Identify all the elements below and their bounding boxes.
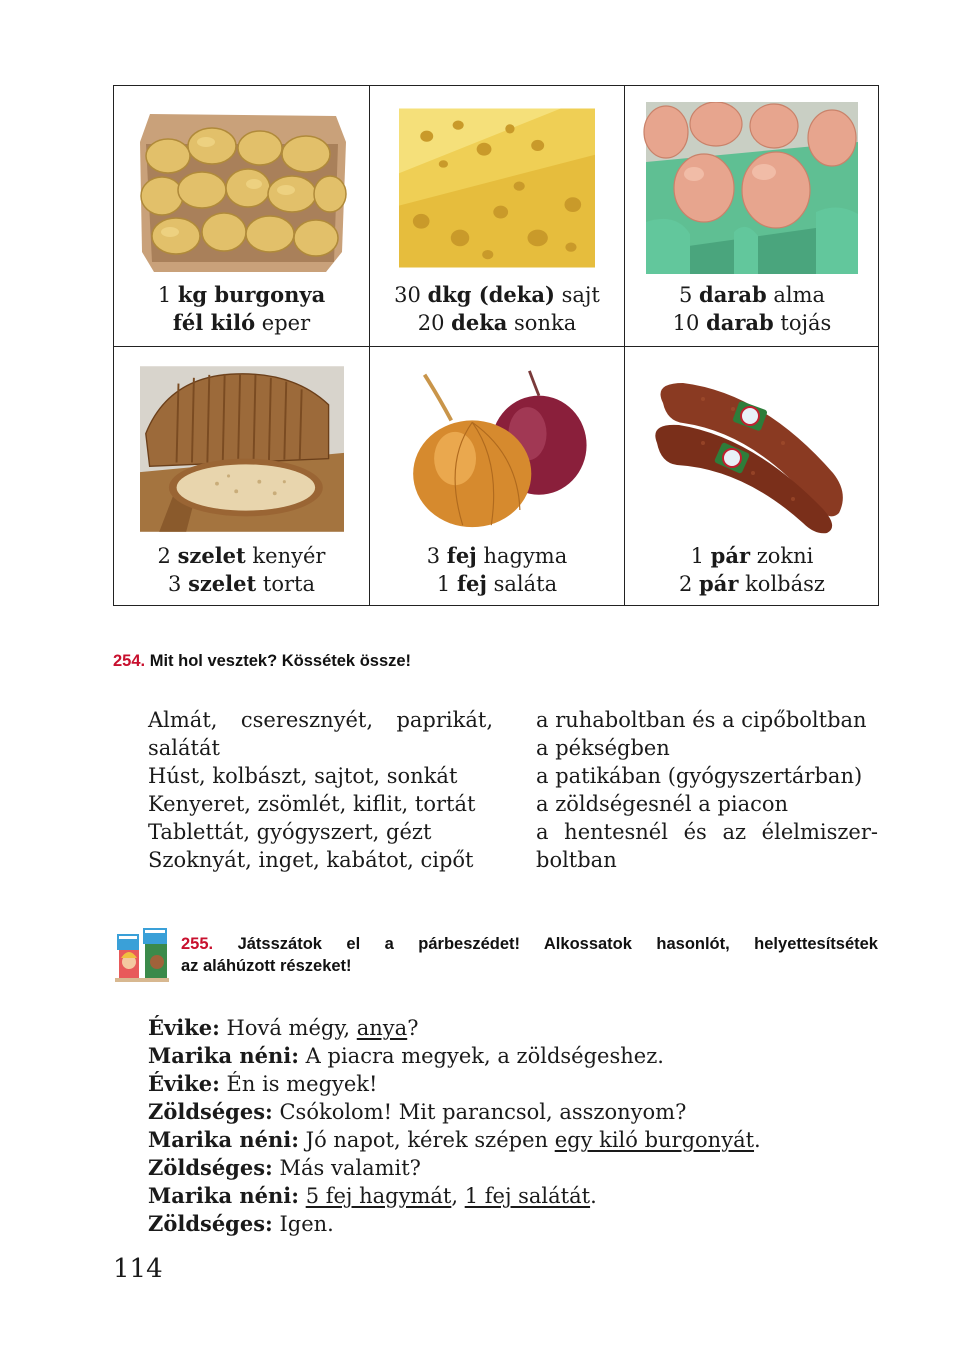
dialogue-text: Én is megyek! [219, 1072, 378, 1096]
list-item: a ruhaboltban és a cipőboltban [536, 708, 867, 732]
speaker-name: Évike: [148, 1015, 220, 1040]
dialogue-text: . [590, 1184, 597, 1208]
speaker-name: Zöldséges: [148, 1155, 273, 1180]
grid-cell-bread [114, 346, 369, 606]
speaker-name: Évike: [148, 1071, 220, 1096]
dialogue-text: Csókolom! Mit parancsol, asszonyom? [272, 1100, 687, 1124]
underlined-phrase: 1 fej salátát [464, 1184, 591, 1208]
dialogue-text: Jó napot, kérek szépen [299, 1128, 555, 1152]
speaker-name: Marika néni: [148, 1183, 299, 1208]
underlined-phrase: anya [356, 1016, 408, 1040]
underlined-phrase: 5 fej hagymát [305, 1184, 452, 1208]
list-item: a hentesnél és az élelmiszer- [536, 820, 878, 844]
dialogue-line [148, 1070, 878, 1098]
dialogue [148, 1014, 878, 1238]
eggs-image [638, 102, 866, 274]
bread-caption: 2 szelet kenyér 3 szelet torta [157, 543, 326, 596]
exercise-254-number: 254. [113, 652, 146, 670]
list-item: Tablettát, gyógyszert, gézt [148, 820, 432, 844]
dialogue-line [148, 1042, 878, 1070]
potatoes-caption: 1 kg burgonya fél kiló eper [157, 282, 326, 335]
list-item: Almát, cseresznyét, paprikát, [148, 708, 493, 732]
eggs-caption: 5 darab alma 10 darab tojás [672, 282, 832, 335]
speaker-name: Zöldséges: [148, 1211, 273, 1236]
grid-cell-potatoes [114, 86, 369, 346]
dialogue-line [148, 1182, 878, 1210]
list-item: salátát [148, 736, 220, 760]
onions-caption: 3 fej hagyma 1 fej saláta [426, 543, 568, 596]
dialogue-text: Hová mégy, [219, 1016, 357, 1040]
dialogue-line [148, 1126, 878, 1154]
underlined-phrase: egy kiló burgonyát [554, 1128, 755, 1152]
list-item: boltban [536, 848, 617, 872]
cheese-caption: 30 dkg (deka) sajt 20 deka sonka [394, 282, 600, 335]
page-number: 114 [113, 1254, 163, 1284]
dialogue-line [148, 1098, 878, 1126]
exercise-255-title: 255. Játsszátok el a párbeszédet! Alkossatok hasonlót, helyettesítsétek az aláhúzott részeket! [181, 935, 878, 975]
dialogue-line [148, 1154, 878, 1182]
grid-cell-eggs [624, 86, 879, 346]
exercise-254-title: 254. Mit hol vesztek? Kössétek össze! [113, 652, 412, 670]
exercise-254-right-column [536, 706, 878, 874]
dialogue-text: , [451, 1184, 465, 1208]
dialogue-text: ? [407, 1016, 419, 1040]
speaker-name: Zöldséges: [148, 1099, 273, 1124]
cheese-image [399, 102, 595, 274]
exercise-255-number: 255. [181, 935, 214, 953]
list-item: Szoknyát, inget, kabátot, cipőt [148, 848, 474, 872]
grid-cell-cheese [369, 86, 624, 346]
speaker-name: Marika néni: [148, 1043, 299, 1068]
dialogue-line [148, 1210, 878, 1238]
list-item: Húst, kolbászt, sajtot, sonkát [148, 764, 458, 788]
list-item: a zöldségesnél a piacon [536, 792, 789, 816]
dialogue-text: A piacra megyek, a zöldségeshez. [299, 1044, 664, 1068]
dialogue-text: Igen. [272, 1212, 334, 1236]
grid-cell-sausage [624, 346, 879, 606]
sausage-image [637, 363, 861, 535]
quantity-picture-grid [113, 85, 879, 606]
bread-image [140, 363, 344, 535]
potatoes-image [136, 102, 348, 274]
dialogue-text: Más valamit? [272, 1156, 421, 1180]
dialogue-text: . [754, 1128, 761, 1152]
role-play-icon [113, 926, 171, 984]
list-item: Kenyeret, zsömlét, kiflit, tortát [148, 792, 476, 816]
speaker-name: Marika néni: [148, 1127, 299, 1152]
grid-cell-onions [369, 346, 624, 606]
sausage-caption: 1 pár zokni 2 pár kolbász [679, 543, 825, 596]
dialogue-line [148, 1014, 878, 1042]
dialogue-text [299, 1184, 306, 1208]
onion-image [396, 363, 598, 535]
list-item: a pékségben [536, 736, 670, 760]
exercise-254-left-column [148, 706, 493, 874]
list-item: a patikában (gyógyszertárban) [536, 764, 863, 788]
